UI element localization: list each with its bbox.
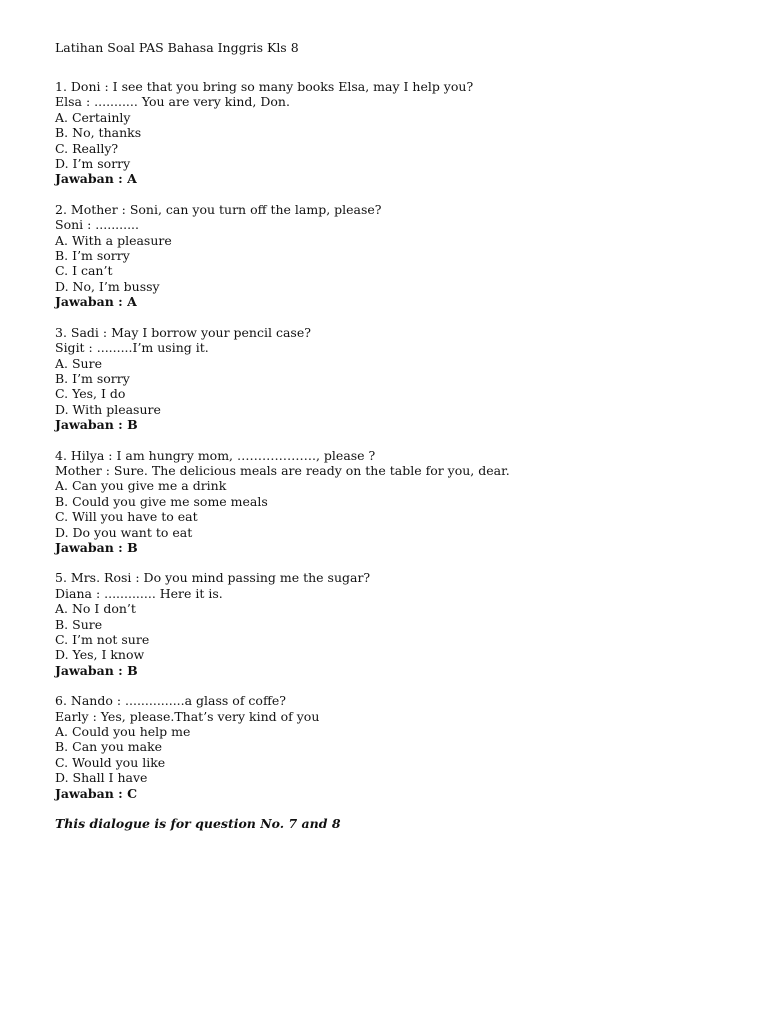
question-prompt: 1. Doni : I see that you bring so many books Elsa, may I help you? <box>55 79 474 94</box>
option-b: B. I’m sorry <box>55 370 130 386</box>
question-prompt: 6. Nando : ...............a glass of coffe? <box>55 693 286 709</box>
answer-key: Jawaban : C <box>55 785 138 801</box>
option-d: D. With pleasure <box>55 401 161 417</box>
question-6 <box>55 693 735 801</box>
question-5 <box>55 570 735 678</box>
option-a: A. Can you give me a drink <box>55 478 227 494</box>
question-prompt: 5. Mrs. Rosi : Do you mind passing me the sugar? <box>55 570 371 586</box>
option-a: A. Sure <box>55 355 102 371</box>
question-1 <box>55 79 735 187</box>
option-b: B. I’m sorry <box>55 248 130 264</box>
question-4 <box>55 448 735 556</box>
option-b: B. Could you give me some meals <box>55 493 268 509</box>
answer-key: Jawaban : A <box>55 171 137 187</box>
document-title: Latihan Soal PAS Bahasa Inggris Kls 8 <box>55 40 299 55</box>
answer-key: Jawaban : A <box>55 294 137 310</box>
document-page <box>55 38 735 831</box>
question-3 <box>55 325 735 433</box>
question-response: Diana : ............. Here it is. <box>55 585 223 601</box>
option-d: D. No, I’m bussy <box>55 278 160 294</box>
question-2 <box>55 202 735 310</box>
option-c: C. I can’t <box>55 263 113 279</box>
option-d: D. Shall I have <box>55 770 148 786</box>
question-response: Soni : ........... <box>55 217 140 233</box>
option-c: C. I’m not sure <box>55 632 150 647</box>
option-a: A. Could you help me <box>55 724 191 740</box>
answer-key: Jawaban : B <box>55 662 138 678</box>
question-response: Early : Yes, please.That’s very kind of you <box>55 708 320 724</box>
option-a: A. Certainly <box>55 109 131 125</box>
option-a: A. No I don’t <box>55 601 136 617</box>
option-d: D. Do you want to eat <box>55 524 193 540</box>
question-prompt: 4. Hilya : I am hungry mom, ………………., please ? <box>55 447 376 463</box>
option-c: C. Yes, I do <box>55 386 126 402</box>
answer-key: Jawaban : B <box>55 539 138 555</box>
question-response: Sigit : .........I’m using it. <box>55 340 209 356</box>
option-b: B. No, thanks <box>55 125 142 141</box>
question-prompt: 3. Sadi : May I borrow your pencil case? <box>55 324 311 340</box>
dialogue-note: This dialogue is for question No. 7 and 8 <box>55 816 341 832</box>
option-b: B. Can you make <box>55 739 163 755</box>
option-d: D. I’m sorry <box>55 156 131 172</box>
option-c: C. Will you have to eat <box>55 509 198 525</box>
question-response: Elsa : ........... You are very kind, Don. <box>55 94 290 110</box>
option-c: C. Really? <box>55 140 119 156</box>
option-c: C. Would you like <box>55 754 166 770</box>
answer-key: Jawaban : B <box>55 417 138 433</box>
option-a: A. With a pleasure <box>55 232 172 248</box>
option-d: D. Yes, I know <box>55 647 145 663</box>
option-b: B. Sure <box>55 616 103 632</box>
question-prompt: 2. Mother : Soni, can you turn off the lamp, please? <box>55 201 382 217</box>
question-response: Mother : Sure. The delicious meals are ready on the table for you, dear. <box>55 462 510 478</box>
